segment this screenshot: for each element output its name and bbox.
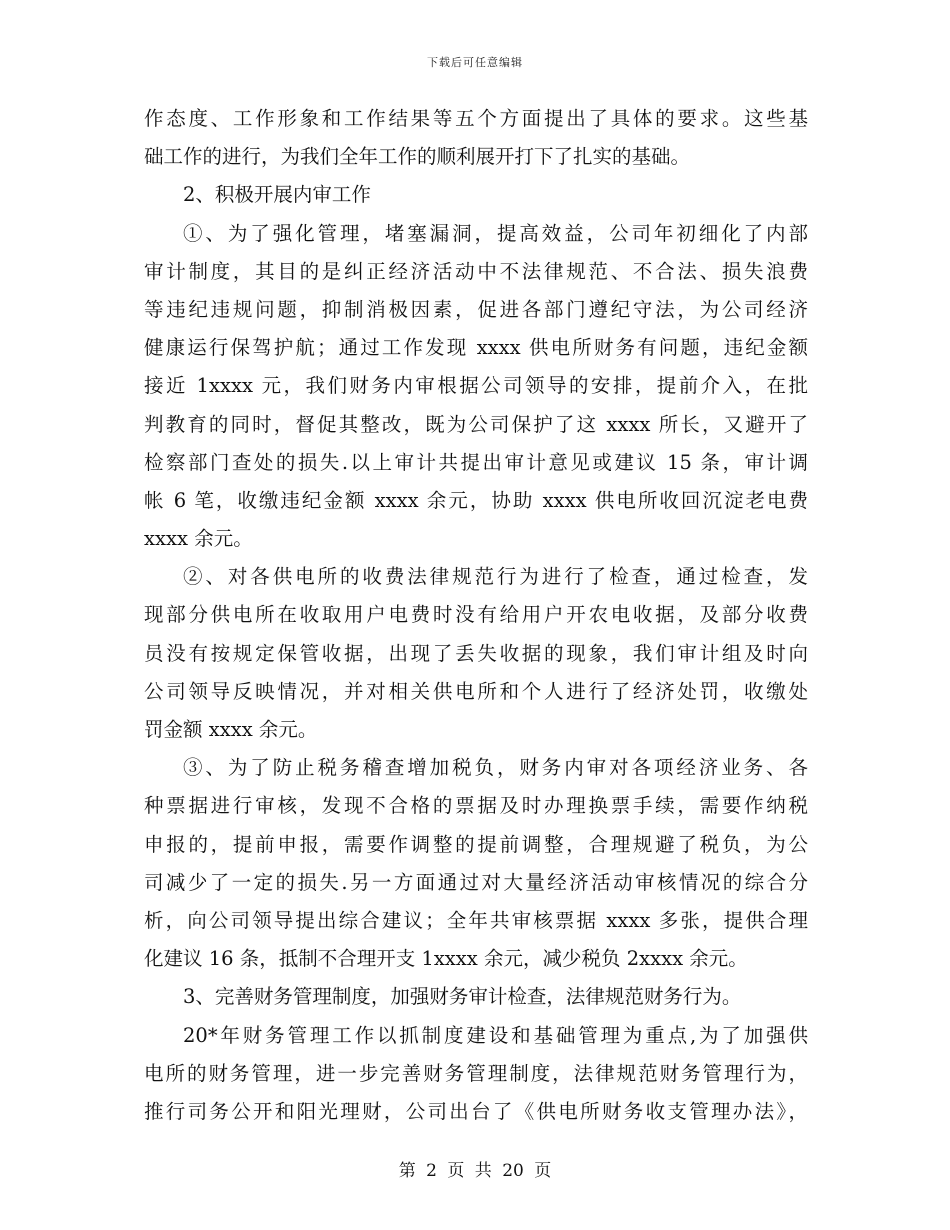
text-line: ③、为了防止税务稽查增加税负，财务内审对各项经济业务、各 <box>183 756 808 780</box>
text-line: 申报的，提前申报，需要作调整的提前调整，合理规避了税负，为公 <box>144 832 808 856</box>
text-line: 20*年财务管理工作以抓制度建设和基础管理为重点,为了加强供 <box>183 1023 808 1047</box>
text-line: 罚金额 xxxx 余元。 <box>144 718 318 741</box>
text-line: 接近 1xxxx 元，我们财务内审根据公司领导的安排，提前介入，在批 <box>144 374 808 398</box>
text-line: 员没有按规定保管收据，出现了丢失收据的现象，我们审计组及时向 <box>144 641 808 665</box>
page-header: 下载后可任意编辑 <box>427 56 523 69</box>
page-number: 第 2 页 共 20 页 <box>398 1161 552 1181</box>
text-line: ①、为了强化管理，堵塞漏洞，提高效益，公司年初细化了内部 <box>183 221 808 245</box>
text-line: 等违纪违规问题，抑制消极因素，促进各部门遵纪守法，为公司经济 <box>144 297 808 321</box>
text-line: 帐 6 笔，收缴违纪金额 xxxx 余元，协助 xxxx 供电所收回沉淀老电费 <box>144 488 808 512</box>
text-line: 电所的财务管理，进一步完善财务管理制度，法律规范财务管理行为， <box>144 1061 808 1085</box>
text-line: 推行司务公开和阳光理财，公司出台了《供电所财务收支管理办法》， <box>144 1099 808 1123</box>
text-line: 司减少了一定的损失.另一方面通过对大量经济活动审核情况的综合分 <box>144 870 808 894</box>
document-body <box>144 100 808 1131</box>
text-line: 判教育的同时，督促其整改，既为公司保护了这 xxxx 所长，又避开了 <box>144 412 808 436</box>
text-line: 3、完善财务管理制度，加强财务审计检查，法律规范财务行为。 <box>183 985 742 1009</box>
text-line: 健康运行保驾护航；通过工作发现 xxxx 供电所财务有问题，违纪金额 <box>144 336 808 360</box>
text-line: 公司领导反映情况，并对相关供电所和个人进行了经济处罚，收缴处 <box>144 679 808 703</box>
text-line: 种票据进行审核，发现不合格的票据及时办理换票手续，需要作纳税 <box>144 794 808 818</box>
text-line: 2、积极开展内审工作 <box>183 183 371 207</box>
text-line: 础工作的进行，为我们全年工作的顺利展开打下了扎实的基础。 <box>144 145 691 169</box>
text-line: xxxx 余元。 <box>144 527 253 551</box>
text-line: 检察部门查处的损失.以上审计共提出审计意见或建议 15 条，审计调 <box>144 450 808 474</box>
text-line: ②、对各供电所的收费法律规范行为进行了检查，通过检查，发 <box>183 565 808 589</box>
text-line: 审计制度，其目的是纠正经济活动中不法律规范、不合法、损失浪费 <box>144 259 808 283</box>
text-line: 化建议 16 条，抵制不合理开支 1xxxx 余元，减少税负 2xxxx 余元。 <box>144 947 748 971</box>
text-line: 析，向公司领导提出综合建议；全年共审核票据 xxxx 多张，提供合理 <box>144 908 808 932</box>
text-line: 现部分供电所在收取用户电费时没有给用户开农电收据，及部分收费 <box>144 603 808 627</box>
text-line: 作态度、工作形象和工作结果等五个方面提出了具体的要求。这些基 <box>144 107 808 130</box>
